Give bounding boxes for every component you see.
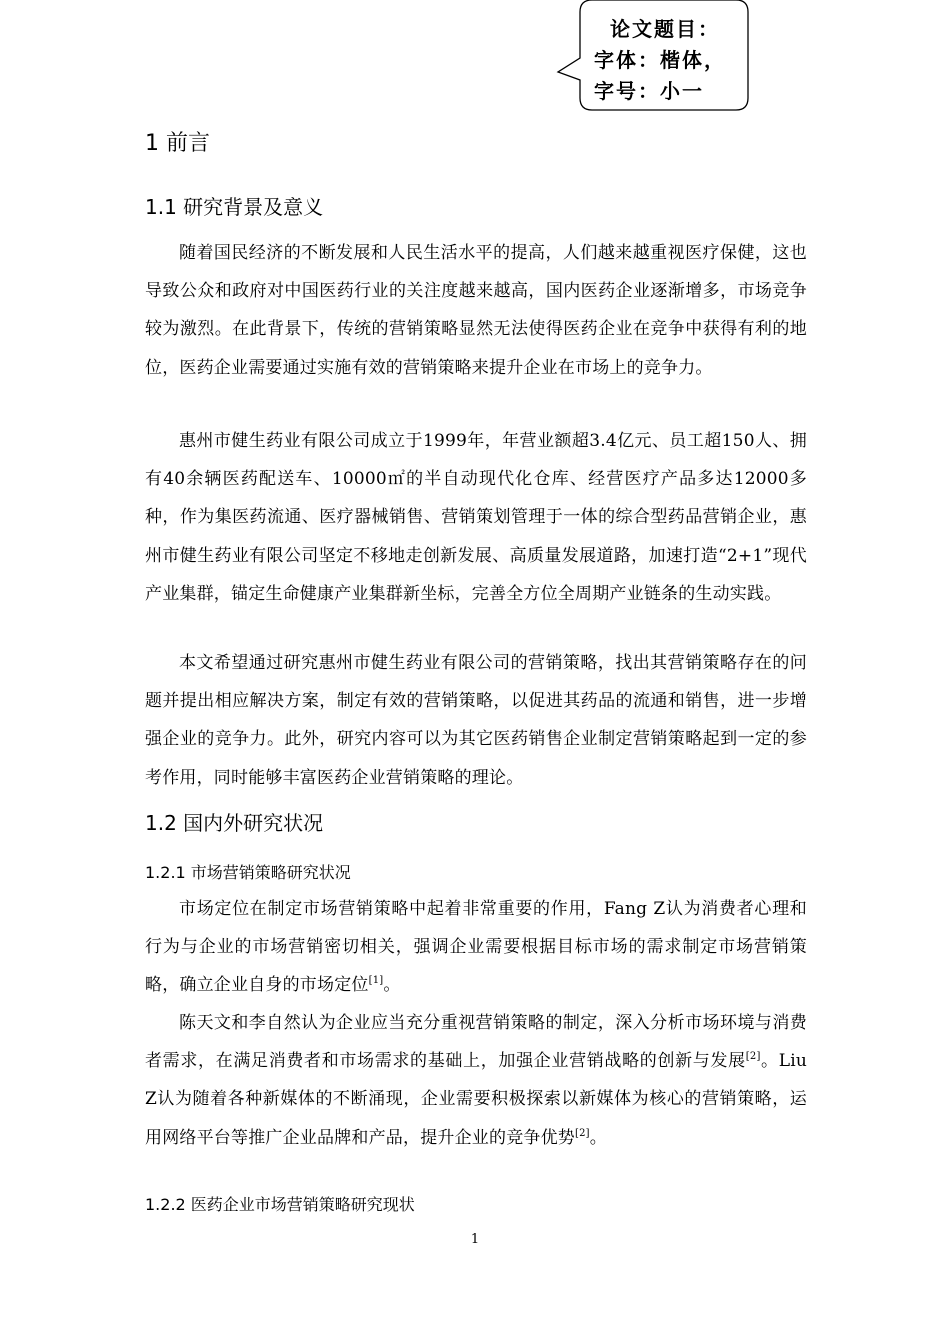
paragraph-research-purpose: 本文希望通过研究惠州市健生药业有限公司的营销策略，找出其营销策略存在的问题并提出相应解决方案，制定有效的营销策略，以促进其药品的流通和销售，进一步增强企业的竞争力。此外，研究内容可以为其它医药销售企业制定营销策略起到一定的参考作用，同时能够丰富医药企业营销策略的理论。 [145,653,807,788]
page-number: 1 [470,1232,480,1247]
callout-line-font: 字体：楷体， [594,48,726,72]
heading-marketing-strategy-status: 1.2.1 市场营销策略研究状况 [145,863,351,882]
citation-ref-b: [2] [575,1127,590,1139]
citation-ref: [1] [368,975,384,987]
heading-research-status: 1.2 国内外研究状况 [145,811,324,835]
callout-line-title: 论文题目： [610,17,720,41]
annotation-callout [556,0,752,116]
callout-text [580,14,750,107]
paragraph-text-b: 。Liu Z认为随着各种新媒体的不断涌现，企业需要积极探索以新媒体为核心的营销策略，运用网络平台等推广企业品牌和产品，提升企业的竞争优势 [145,1051,807,1148]
paragraph-company-intro: 惠州市健生药业有限公司成立于1999年，年营业额超3.4亿元、员工超150人、拥有40余辆医药配送车、10000㎡的半自动现代化仓库、经营医疗产品多达12000多种，作为集医药流通、医疗器械销售、营销策划管理于一体的综合型药品营销企业，惠州市健生药业有限公司坚定不移地走创新发展、高质量发展道路，加速打造“2+1”现代产业集群，锚定生命健康产业集群新坐标，完善全方位全周期产业链条的生动实践。 [145,431,807,604]
paragraph-text-a: 陈天文和李自然认为企业应当充分重视营销策略的制定，深入分析市场环境与消费者需求，在满足消费者和市场需求的基础上，加强企业营销战略的创新与发展 [145,1013,807,1072]
paragraph-end: 。 [383,975,401,996]
paragraph-text: 市场定位在制定市场营销策略中起着非常重要的作用，Fang Z认为消费者心理和行为与企业的市场营销密切相关，强调企业需要根据目标市场的需求制定市场营销策略，确立企业自身的市场定位 [145,899,807,996]
paragraph-market-positioning [145,890,807,1005]
paragraph-strategy-innovation [145,1004,807,1157]
paragraph-background-1: 随着国民经济的不断发展和人民生活水平的提高，人们越来越重视医疗保健，这也导致公众和政府对中国医药行业的关注度越来越高，国内医药企业逐渐增多，市场竞争较为激烈。在此背景下，传统的营销策略显然无法使得医药企业在竞争中获得有利的地位，医药企业需要通过实施有效的营销策略来提升企业在市场上的竞争力。 [145,243,807,378]
heading-pharma-marketing-status: 1.2.2 医药企业市场营销策略研究现状 [145,1195,415,1214]
citation-ref-a: [2] [745,1051,761,1063]
callout-line-size: 字号：小一 [594,79,704,103]
heading-introduction: 1 前言 [145,131,210,156]
paragraph-end: 。 [589,1127,607,1148]
heading-background: 1.1 研究背景及意义 [145,195,324,219]
